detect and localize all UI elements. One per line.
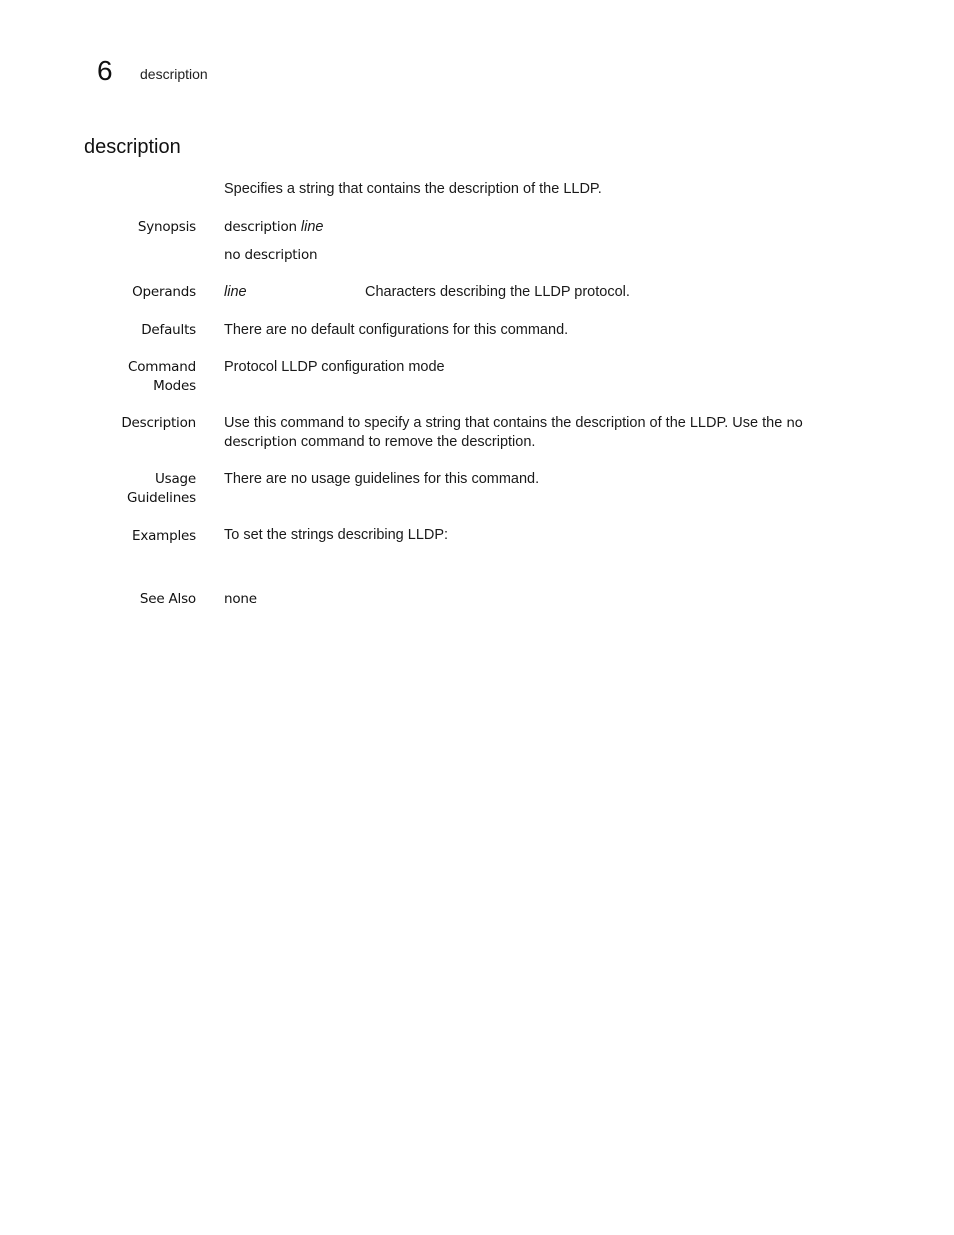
running-title: description [140,66,208,82]
examples-text: To set the strings describing LLDP: [224,527,449,543]
synopsis-line-1 [224,218,323,237]
description-cmd-description: description [224,434,297,450]
command-modes-label-line-2: Modes [153,378,196,394]
usage-guidelines-text: There are no usage guidelines for this command. [224,471,540,487]
description-text-part-2: command to remove the description. [300,434,536,450]
see-also-label: See Also [139,591,196,607]
synopsis-command: description [224,219,297,235]
synopsis-label: Synopsis [137,219,196,235]
see-also-text: none [224,591,257,607]
description-cmd-no: no [786,415,803,431]
operand-name: line [224,284,247,300]
section-title: description [84,136,181,158]
command-modes-text: Protocol LLDP configuration mode [224,359,445,375]
synopsis-line-2: no description [224,247,318,263]
usage-label-line-1: Usage [154,471,196,487]
usage-guidelines-label [127,470,196,508]
usage-label-line-2: Guidelines [126,490,196,506]
description-text [224,414,834,452]
examples-label: Examples [131,528,196,544]
description-label: Description [121,415,196,431]
intro-text: Specifies a string that contains the description of the LLDP. [224,181,602,197]
description-text-part-1: Use this command to specify a string that contains the description of the LLDP. Use the [224,415,783,431]
synopsis-argument: line [300,219,324,235]
operand-description: Characters describing the LLDP protocol. [365,284,630,300]
operands-label: Operands [132,284,196,300]
command-modes-label-line-1: Command [128,359,196,375]
command-modes-label [128,358,196,396]
defaults-label: Defaults [141,322,196,338]
chapter-number: 6 [97,55,113,86]
defaults-text: There are no default configurations for this command. [224,322,569,338]
